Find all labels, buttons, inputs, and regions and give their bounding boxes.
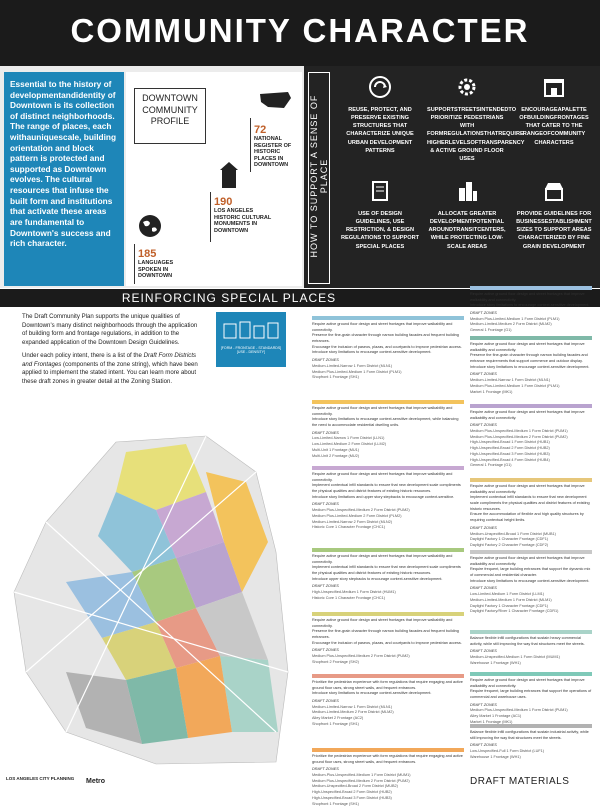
city-planning-logo: LOS ANGELES CITY PLANNING [6, 776, 76, 781]
policy-bullet: Introduce story limitations to encourage context-sensitive development, while balancing the need to accommodate residential dwelling units. [312, 417, 464, 428]
stat-national-register [254, 124, 300, 169]
draft-zone-item: High-Unspecified-Medium 1 Form District (HUM1) [312, 590, 464, 596]
goals-title: HOW TO SUPPORT A SENSE OF PLACE [309, 81, 329, 271]
draft-zone-item: Medium-Limited-Narrow 1 Form District (MLN1) [470, 378, 592, 384]
policy-bullet: Require active ground floor design and street frontages that improve walkability and connectivity. [470, 292, 592, 303]
stat-value: 72 [254, 124, 300, 136]
draft-zone-item: Medium Plus-Unspecified-Medium 1 Form District (PUM1) [470, 429, 592, 435]
goal-text: REUSE, PROTECT, AND PRESERVE EXISTING STRUCTURES THAT CHARACTERIZE UNIQUE URBAN DEVELOPMENT PATTERNS [340, 106, 420, 155]
recycle-icon [369, 76, 391, 98]
draft-zone-item: High-Unspecified-Broad 3 Form District (HUB3) [312, 796, 464, 802]
policy-bullet: Balance flexible infill configurations that sustain heavy commercial activity, while still improving the way that structures meet the streets. [470, 636, 592, 647]
goal-transit [427, 180, 507, 251]
draft-zone-item: Medium-Unspecified-Broad 1 Form District (MUB1) [470, 532, 592, 538]
draft-zone-item: High-Unspecified-Broad 3 Form District (HUB3) [470, 452, 592, 458]
district-color-bar [312, 612, 464, 616]
page-title: COMMUNITY CHARACTER [0, 12, 600, 50]
draft-zones-heading: DRAFT ZONES [312, 648, 464, 654]
shop-icon [543, 180, 565, 202]
policy-bullet: Implement contextual infill standards to ensure that new development scale compliments the physical qualities and district features of existing historic resources. [312, 483, 464, 494]
policy-bullet: Require active ground floor design and street frontages that improve walkability and connectivity. [470, 556, 592, 567]
policy-bullet: Require frequent, large building entrances that support the operations of commercial and warehouse uses. [470, 689, 592, 700]
district-color-bar [312, 400, 464, 404]
policy-bullet: Prioritize the pedestrian experience with form regulations that require engaging and active ground floor uses, strong street walls, and frequent entrances. [312, 754, 464, 765]
body-paragraph: Under each policy intent, there is a list of the Draft Form Districts and Frontages (components of the zone string), which have been applied to implement the stated intent. You can learn more about these draft zones in greater detail at the Zoning Station. [22, 352, 202, 386]
divider [210, 192, 211, 242]
globe-icon [138, 214, 162, 238]
policy-bullet: Introduce story limitations to encourage context-sensitive development. [470, 579, 592, 585]
policy-card [312, 548, 464, 602]
draft-zone-item: Medium-Plus-Unspecified-Medium 1 Form District (MUM1) [312, 773, 464, 779]
draft-zones-heading: DRAFT ZONES [470, 649, 592, 655]
zone-string-diagram [216, 312, 286, 367]
policy-bullet: Preserve the fine-grain character through narrow building facades and frequent building entrances. [312, 629, 464, 640]
draft-zones-heading: DRAFT ZONES [312, 358, 464, 364]
draft-zone-item: Market 1 Frontage (MK1) [470, 390, 592, 396]
draft-zones-heading: DRAFT ZONES [470, 311, 592, 317]
draft-zones-heading: DRAFT ZONES [470, 423, 592, 429]
metro-logo: Metro [86, 778, 116, 785]
draft-zone-item: Medium Plus-Unspecified-Medium 2 Form District (PUM2) [312, 779, 464, 785]
footer-logos [6, 774, 126, 794]
draft-zone-item: Medium Plus-Unspecified-Medium 2 Form District (PUM2) [312, 508, 464, 514]
draft-zone-item: High-Unspecified-Broad 1 Form District (HUB1) [470, 440, 592, 446]
gear-icon [456, 76, 478, 98]
goal-frontages [514, 76, 594, 147]
policy-bullet: Require active ground floor design and street frontages that improve walkability and connectivity. [470, 410, 592, 421]
draft-zone-item: Shopfront 2 Frontage (SH2) [312, 660, 464, 666]
draft-zone-item: Daylight Factory 1 Character Frontage (CDF1) [470, 604, 592, 610]
stat-languages [138, 248, 196, 280]
policy-bullet: Require active ground floor design and street frontages that improve walkability and connectivity. [312, 322, 464, 333]
goal-text: PROVIDE GUIDELINES FOR BUSINESSESTABLISHMENT SIZES TO SUPPORT AREAS CHARACTERIZED BY FINE GRAIN DEVELOPMENT [514, 210, 594, 251]
district-color-bar [470, 478, 592, 482]
draft-zone-item: Warehouse 1 Frontage (WH1) [470, 755, 592, 761]
draft-zone-item: Medium-Unspecified-Broad 2 Form District (MUB2) [312, 784, 464, 790]
policy-bullet: Preserve the fine-grain character through narrow building facades and frequent building entrances. [312, 333, 464, 344]
policy-card [470, 630, 592, 666]
goal-reuse [340, 76, 420, 155]
draft-zone-item: Medium-Limited-Narrow 1 Form District (MLN1) [312, 705, 464, 711]
draft-zone-item: Low-Limited-Medium 2 Form District (LLM2) [312, 442, 464, 448]
stat-value: 190 [214, 196, 274, 208]
draft-zone-item: Daylight Factory 2 Character Frontage (CDF2) [470, 543, 592, 549]
stat-label: LOS ANGELES HISTORIC CULTURAL MONUMENTS IN DOWNTOWN [214, 208, 274, 234]
draft-zone-item: High-Unspecified-Broad 2 Form District (HUB2) [312, 790, 464, 796]
landmark-icon [218, 162, 240, 188]
storefront-icon [543, 76, 565, 98]
draft-zone-item: High-Unspecified-Broad 4 Form District (HUB4) [470, 458, 592, 464]
district-color-bar [312, 674, 464, 678]
profile-title-line: COMMUNITY [135, 105, 205, 117]
policy-bullet: Require active ground floor design and street frontages that improve walkability and connectivity. [470, 484, 592, 495]
pen-icon [369, 180, 391, 202]
stat-label: LANGUAGES SPOKEN IN DOWNTOWN [138, 260, 196, 280]
draft-zone-item: Daylight Factory 1 Character Frontage (CDF1) [470, 537, 592, 543]
draft-zone-item: Shopfront 1 Frontage (SH1) [312, 375, 464, 381]
draft-zone-item: Medium Plus-Limited-Medium 1 Form District (PLM1) [470, 384, 592, 390]
policy-card [470, 336, 592, 395]
zone-string-caption: [FORM - FRONTAGE - STANDARDS][USE - DENSITY] [218, 346, 284, 354]
draft-zone-item: Shopfront 1 Frontage (SH1) [312, 802, 464, 807]
district-color-bar [312, 748, 464, 752]
draft-zone-item: Multi-Unit 2 Frontage (MU2) [312, 454, 464, 460]
policy-bullet: Encourage the inclusion of paseos, plazas, and courtyards to improve pedestrian access. [312, 641, 464, 647]
district-color-bar [312, 548, 464, 552]
draft-zones-heading: DRAFT ZONES [470, 372, 592, 378]
section-title: REINFORCING SPECIAL PLACES [0, 291, 458, 305]
draft-zones-heading: DRAFT ZONES [312, 502, 464, 508]
profile-title-line: DOWNTOWN [135, 93, 205, 105]
district-color-bar [470, 724, 592, 728]
district-color-bar [470, 550, 592, 554]
policy-card [312, 316, 464, 381]
draft-zone-item: Low-Unspecified-Full 1 Form District (LUF1) [470, 749, 592, 755]
draft-zone-item: Warehouse 1 Frontage (WH1) [470, 661, 592, 667]
policy-bullet: Implement contextual infill standards to ensure that new development scale compliments the physical qualities and district features of existing historic resources. [470, 495, 592, 512]
draft-zones-heading: DRAFT ZONES [312, 767, 464, 773]
goal-text: ENCOURAGEAPALETTE OFBUILDINGFRONTAGES THAT CATER TO THE RANGEOFCOMMUNITY CHARACTERS [514, 106, 594, 147]
divider [250, 118, 251, 172]
draft-zone-item: Medium-Limited-Narrow 2 Form District (MLN2) [312, 520, 464, 526]
draft-zone-item: Alley Market 2 Frontage (AC2) [312, 716, 464, 722]
district-color-bar [312, 316, 464, 320]
policy-card [470, 672, 592, 726]
draft-materials-label: DRAFT MATERIALS [470, 776, 590, 787]
draft-zones-heading: DRAFT ZONES [470, 586, 592, 592]
policy-bullet: Introduce story limitations and upper story stepbacks to encourage context-sensitive. [312, 495, 464, 501]
policy-bullet: Encourage the inclusion of paseos, plazas, and courtyards to improve pedestrian access. [312, 345, 464, 351]
policy-bullet: Implement contextual infill standards to ensure that new development scale compliments the physical qualities and district features of existing historic resources. [312, 565, 464, 576]
policy-bullet: Require active ground floor design and street frontages that improve walkability and connectivity. [312, 618, 464, 629]
draft-zone-item: Alley Market 1 Frontage (AC1) [470, 714, 592, 720]
stat-label: NATIONAL REGISTER OF HISTORIC PLACES IN DOWNTOWN [254, 136, 300, 169]
profile-title-box [134, 88, 206, 144]
draft-zone-item: Medium-Limited-Medium 2 Form District (MLM2) [470, 322, 592, 328]
body-paragraph: The Draft Community Plan supports the unique qualities of Downtown's many distinct neighborhoods through the application of building form and frontage regulations, in addition to the expanded application of the Downtown Design Guidelines. [22, 313, 202, 347]
policy-bullet: Prioritize the pedestrian experience with form regulations that require engaging and active ground floor uses, strong street walls, and frequent entrances. [312, 680, 464, 691]
usa-map-icon [258, 90, 292, 110]
draft-zone-item: Medium Plus-Unspecified-Medium 1 Form District (PUM1) [470, 708, 592, 714]
draft-zone-item: Low-Limited-Narrow 1 Form District (LLN1) [312, 436, 464, 442]
header-bar [0, 0, 600, 66]
draft-zones-heading: DRAFT ZONES [470, 703, 592, 709]
draft-zone-item: High-Unspecified-Broad 2 Form District (HUB2) [470, 446, 592, 452]
building-form-graphics [222, 320, 280, 340]
policy-card [312, 400, 464, 459]
draft-zone-item: Medium Plus-Limited-Medium 1 Form District (PLM1) [470, 317, 592, 323]
draft-zone-item: Medium Plus-Limited-Medium 1 Form District (PLM1) [312, 370, 464, 376]
draft-zone-item: Historic Core 1 Character Frontage (CHC1) [312, 525, 464, 531]
goal-text: SUPPORTSTREETSINTENDEDTO PRIORITIZE PEDESTRIANS WITH FORMREGULATIONSTHATREQUIRE HIGHERLEVELSOFTRANSPARENCY & ACTIVE GROUND FLOOR USES [427, 106, 507, 163]
draft-zone-item: Medium Plus-Unspecified-Medium 2 Form District (PUM2) [470, 435, 592, 441]
policy-card [470, 478, 592, 549]
policy-bullet: Require active ground floor design and street frontages that improve walkability and connectivity. [470, 342, 592, 353]
draft-zone-item: Medium Plus-Limited-Medium 2 Form District (PLM2) [312, 514, 464, 520]
policy-bullet: Introduce upper story stepbacks to encourage context-sensitive development. [312, 577, 464, 583]
district-color-bar [470, 630, 592, 634]
draft-zones-heading: DRAFT ZONES [470, 526, 592, 532]
draft-zone-item: General 1 Frontage (G1) [470, 463, 592, 469]
policy-card [470, 404, 592, 469]
policy-bullet: Introduce story limitations to encourage context-sensitive development. [312, 691, 464, 697]
draft-zone-item: Medium-Unspecified-Medium 1 Form District (MUM1) [470, 655, 592, 661]
policy-card [312, 674, 464, 728]
district-color-bar [470, 286, 592, 290]
draft-zone-item: General 1 Frontage (G1) [470, 328, 592, 334]
body-text [22, 313, 202, 391]
community-profile [126, 72, 302, 286]
district-color-bar [470, 672, 592, 676]
policy-card [470, 724, 592, 760]
draft-zone-item: Historic Core 1 Character Frontage (CHC1) [312, 596, 464, 602]
stat-value: 185 [138, 248, 196, 260]
buildings-icon [456, 180, 478, 202]
district-color-bar [470, 404, 592, 408]
policy-card [312, 748, 464, 807]
vertical-title-box [304, 66, 332, 288]
policy-bullet: Require active ground floor design and street frontages that improve walkability and connectivity. [312, 554, 464, 565]
policy-bullet: Require active ground floor design and street frontages that improve walkability and connectivity. [312, 472, 464, 483]
downtown-map [6, 432, 298, 768]
goal-business [514, 180, 594, 251]
policy-bullet: Introduce story limitations to encourage context-sensitive development. [470, 365, 592, 371]
goal-guidelines [340, 180, 420, 251]
draft-zone-item: Market 1 Frontage (MK1) [470, 720, 592, 726]
draft-zone-item: Low-Limited-Medium 1 Form District (LLM1) [470, 592, 592, 598]
district-color-bar [470, 336, 592, 340]
draft-zones-heading: DRAFT ZONES [312, 431, 464, 437]
profile-title-line: PROFILE [135, 116, 205, 128]
draft-zone-item: Medium-Limited-Medium 2 Form District (MLM2) [312, 710, 464, 716]
policy-bullet: Introduce story limitations to encourage context-sensitive development. [312, 350, 464, 356]
policy-card [312, 612, 464, 666]
goal-streets [427, 76, 507, 163]
stat-cultural-monuments [214, 196, 274, 234]
district-color-bar [312, 466, 464, 470]
policy-card [312, 466, 464, 531]
draft-zones-heading: DRAFT ZONES [470, 743, 592, 749]
divider [134, 244, 135, 284]
intro-text: Essential to the history of developmentandidentity of Downtown is its collection of distinct neighborhoods. The range of places, each withauniquescale, building orientation and block pattern is protected and supported as Downtown evolves. The cultural resources that infuse the built form and institutions that activate these areas are fundamental to Downtown's success and rich character. [4, 72, 124, 286]
draft-zone-item: Medium Plus-Unspecified-Medium 2 Form District (PUM2) [312, 654, 464, 660]
draft-zones-heading: DRAFT ZONES [312, 584, 464, 590]
policy-bullet: Require active ground floor design and street frontages that improve walkability and connectivity. [312, 406, 464, 417]
policy-bullet: Require frequent, large building entrances that support the dynamic mix of commercial and residential character. [470, 567, 592, 578]
goal-text: USE OF DESIGN GUIDELINES, USE RESTRICTION, & DESIGN REGULATIONS TO SUPPORT SPECIAL PLACES [340, 210, 420, 251]
policy-card [470, 286, 592, 334]
policy-bullet: Require active ground floor design and street frontages that improve walkability and connectivity. [470, 678, 592, 689]
draft-zone-item: Shopfront 1 Frontage (SH1) [312, 722, 464, 728]
draft-zone-item: Daylight Factory/River 1 Character Frontage (CDR1) [470, 609, 592, 615]
policy-card [470, 550, 592, 615]
draft-zones-heading: DRAFT ZONES [312, 699, 464, 705]
policy-bullet: Ensure the accommodation of flexible and high quality structures by requiring contextual height limits. [470, 512, 592, 523]
policy-bullet: Balance flexible infill configurations that sustain industrial activity, while still improving the way that structures meet the streets. [470, 730, 592, 741]
goal-text: ALLOCATE GREATER DEVELOPMENTPOTENTIAL AROUNDTRANSITCENTERS, WHILE PROTECTING LOW-SCALE AREAS [427, 210, 507, 251]
policy-bullet: Preserve the fine-grain character through narrow building facades and entrance requirements that support commerce and outdoor display. [470, 353, 592, 364]
draft-zone-item: Multi-Unit 1 Frontage (MU1) [312, 448, 464, 454]
draft-zone-item: Medium-Limited-Medium 1 Form District (MLM1) [470, 598, 592, 604]
draft-zone-item: Medium-Limited-Narrow 1 Form District (MLN1) [312, 364, 464, 370]
policy-bullet: Introduce story limitations to encourage context-sensitive development. [470, 303, 592, 309]
